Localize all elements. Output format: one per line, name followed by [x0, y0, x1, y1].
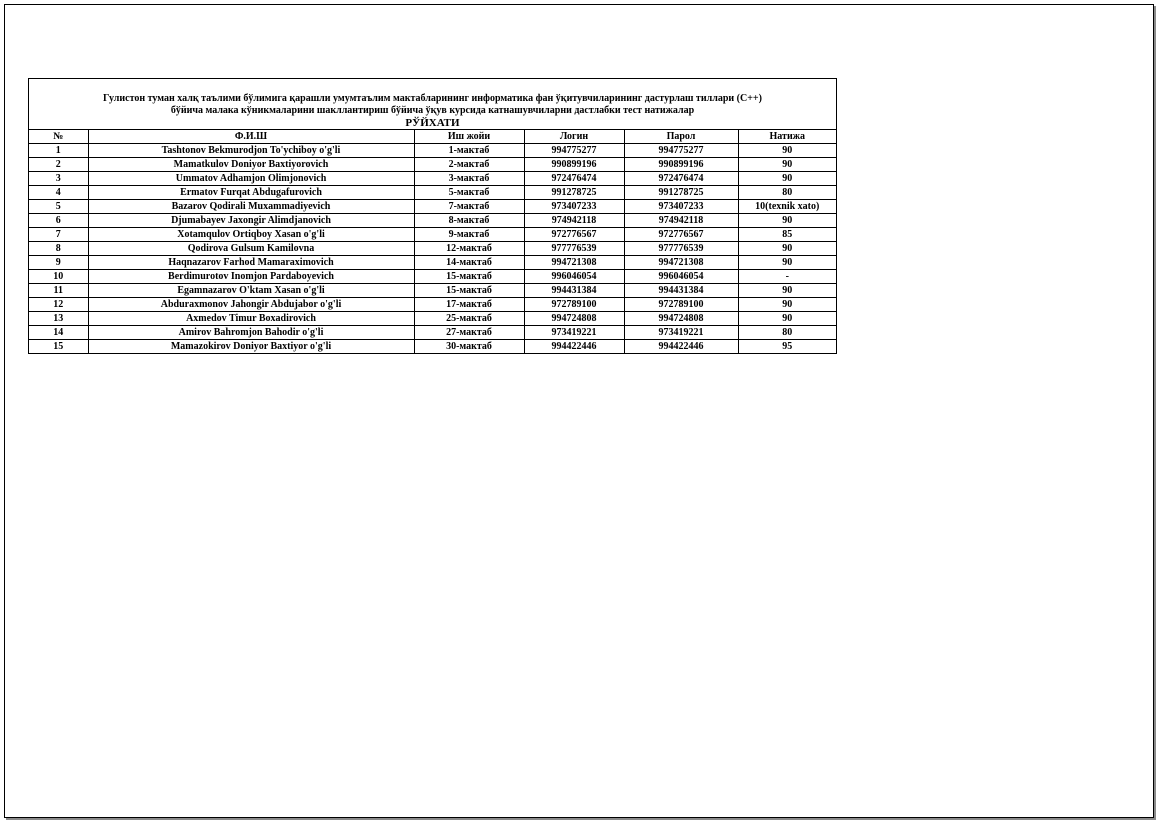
cell-workplace: 15-мактаб: [414, 270, 524, 284]
table-header-row: [29, 130, 836, 144]
cell-number: 12: [29, 298, 88, 312]
cell-workplace: 14-мактаб: [414, 256, 524, 270]
cell-workplace: 3-мактаб: [414, 172, 524, 186]
cell-full-name: Mamatkulov Doniyor Baxtiyorovich: [88, 158, 414, 172]
cell-workplace: 1-мактаб: [414, 144, 524, 158]
header-login: Логин: [524, 130, 624, 144]
table-row: [29, 172, 836, 186]
cell-full-name: Mamazokirov Doniyor Baxtiyor o'g'li: [88, 340, 414, 354]
cell-workplace: 8-мактаб: [414, 214, 524, 228]
cell-login: 994721308: [524, 256, 624, 270]
cell-result: -: [738, 270, 836, 284]
table-row: [29, 284, 836, 298]
cell-full-name: Tashtonov Bekmurodjon To'ychiboy o'g'li: [88, 144, 414, 158]
cell-result: 90: [738, 312, 836, 326]
cell-number: 14: [29, 326, 88, 340]
cell-full-name: Qodirova Gulsum Kamilovna: [88, 242, 414, 256]
cell-password: 972789100: [624, 298, 738, 312]
cell-password: 996046054: [624, 270, 738, 284]
cell-result: 90: [738, 284, 836, 298]
cell-full-name: Ummatov Adhamjon Olimjonovich: [88, 172, 414, 186]
cell-result: 90: [738, 242, 836, 256]
cell-workplace: 27-мактаб: [414, 326, 524, 340]
cell-login: 994431384: [524, 284, 624, 298]
document-page: [4, 4, 1154, 818]
cell-number: 13: [29, 312, 88, 326]
header-full-name: Ф.И.Ш: [88, 130, 414, 144]
cell-password: 990899196: [624, 158, 738, 172]
cell-password: 994721308: [624, 256, 738, 270]
cell-workplace: 17-мактаб: [414, 298, 524, 312]
header-password: Парол: [624, 130, 738, 144]
cell-password: 991278725: [624, 186, 738, 200]
cell-number: 10: [29, 270, 88, 284]
cell-number: 7: [29, 228, 88, 242]
cell-result: 90: [738, 172, 836, 186]
header-workplace: Иш жойи: [414, 130, 524, 144]
cell-password: 994724808: [624, 312, 738, 326]
cell-result: 90: [738, 144, 836, 158]
cell-full-name: Abduraxmonov Jahongir Abdujabor o'g'li: [88, 298, 414, 312]
cell-result: 90: [738, 158, 836, 172]
table-row: [29, 298, 836, 312]
table-row: [29, 312, 836, 326]
cell-password: 973419221: [624, 326, 738, 340]
cell-login: 972776567: [524, 228, 624, 242]
results-sheet: [28, 78, 837, 354]
document-heading: [29, 79, 836, 129]
cell-workplace: 7-мактаб: [414, 200, 524, 214]
cell-number: 15: [29, 340, 88, 354]
cell-full-name: Amirov Bahromjon Bahodir o'g'li: [88, 326, 414, 340]
cell-login: 977776539: [524, 242, 624, 256]
cell-password: 972476474: [624, 172, 738, 186]
cell-workplace: 2-мактаб: [414, 158, 524, 172]
header-result: Натижа: [738, 130, 836, 144]
cell-workplace: 9-мактаб: [414, 228, 524, 242]
cell-workplace: 12-мактаб: [414, 242, 524, 256]
cell-full-name: Axmedov Timur Boxadirovich: [88, 312, 414, 326]
table-row: [29, 186, 836, 200]
table-row: [29, 228, 836, 242]
table-row: [29, 158, 836, 172]
header-number: №: [29, 130, 88, 144]
cell-workplace: 5-мактаб: [414, 186, 524, 200]
cell-password: 994431384: [624, 284, 738, 298]
cell-password: 977776539: [624, 242, 738, 256]
table-row: [29, 144, 836, 158]
cell-number: 6: [29, 214, 88, 228]
cell-result: 90: [738, 214, 836, 228]
cell-login: 972789100: [524, 298, 624, 312]
cell-workplace: 15-мактаб: [414, 284, 524, 298]
cell-password: 973407233: [624, 200, 738, 214]
cell-full-name: Haqnazarov Farhod Mamaraximovich: [88, 256, 414, 270]
cell-password: 974942118: [624, 214, 738, 228]
document-subtitle: РЎЙХАТИ: [405, 117, 460, 129]
cell-result: 95: [738, 340, 836, 354]
cell-number: 2: [29, 158, 88, 172]
cell-number: 3: [29, 172, 88, 186]
cell-login: 973407233: [524, 200, 624, 214]
title-line-1: Гулистон туман халқ таълими бўлимига қарашли умумтаълим мактабларининг информатика фан ўқитувчиларининг дастурлаш тиллари (C++): [103, 93, 762, 104]
cell-result: 90: [738, 256, 836, 270]
cell-full-name: Egamnazarov O'ktam Xasan o'g'li: [88, 284, 414, 298]
cell-login: 991278725: [524, 186, 624, 200]
cell-number: 9: [29, 256, 88, 270]
cell-result: 90: [738, 298, 836, 312]
results-table: [29, 129, 836, 353]
cell-full-name: Ermatov Furqat Abdugafurovich: [88, 186, 414, 200]
cell-password: 994775277: [624, 144, 738, 158]
cell-login: 996046054: [524, 270, 624, 284]
cell-login: 994422446: [524, 340, 624, 354]
cell-login: 994775277: [524, 144, 624, 158]
cell-result: 10(texnik xato): [738, 200, 836, 214]
cell-number: 8: [29, 242, 88, 256]
cell-full-name: Bazarov Qodirali Muxammadiyevich: [88, 200, 414, 214]
cell-full-name: Xotamqulov Ortiqboy Xasan o'g'li: [88, 228, 414, 242]
cell-number: 5: [29, 200, 88, 214]
cell-number: 11: [29, 284, 88, 298]
cell-number: 4: [29, 186, 88, 200]
cell-full-name: Djumabayev Jaxongir Alimdjanovich: [88, 214, 414, 228]
table-row: [29, 326, 836, 340]
cell-password: 972776567: [624, 228, 738, 242]
cell-password: 994422446: [624, 340, 738, 354]
table-row: [29, 214, 836, 228]
cell-result: 85: [738, 228, 836, 242]
cell-login: 990899196: [524, 158, 624, 172]
cell-login: 973419221: [524, 326, 624, 340]
title-line-2: бўйича малака кўникмаларини шакллантириш бўйича ўқув курсида катнашувчиларни дастлабки тест натижалар: [170, 105, 695, 116]
table-row: [29, 200, 836, 214]
cell-login: 974942118: [524, 214, 624, 228]
cell-login: 994724808: [524, 312, 624, 326]
cell-number: 1: [29, 144, 88, 158]
cell-result: 80: [738, 186, 836, 200]
table-row: [29, 340, 836, 354]
cell-result: 80: [738, 326, 836, 340]
table-row: [29, 242, 836, 256]
table-row: [29, 256, 836, 270]
table-body: [29, 144, 836, 354]
cell-login: 972476474: [524, 172, 624, 186]
table-row: [29, 270, 836, 284]
cell-workplace: 30-мактаб: [414, 340, 524, 354]
cell-workplace: 25-мактаб: [414, 312, 524, 326]
cell-full-name: Berdimurotov Inomjon Pardaboyevich: [88, 270, 414, 284]
